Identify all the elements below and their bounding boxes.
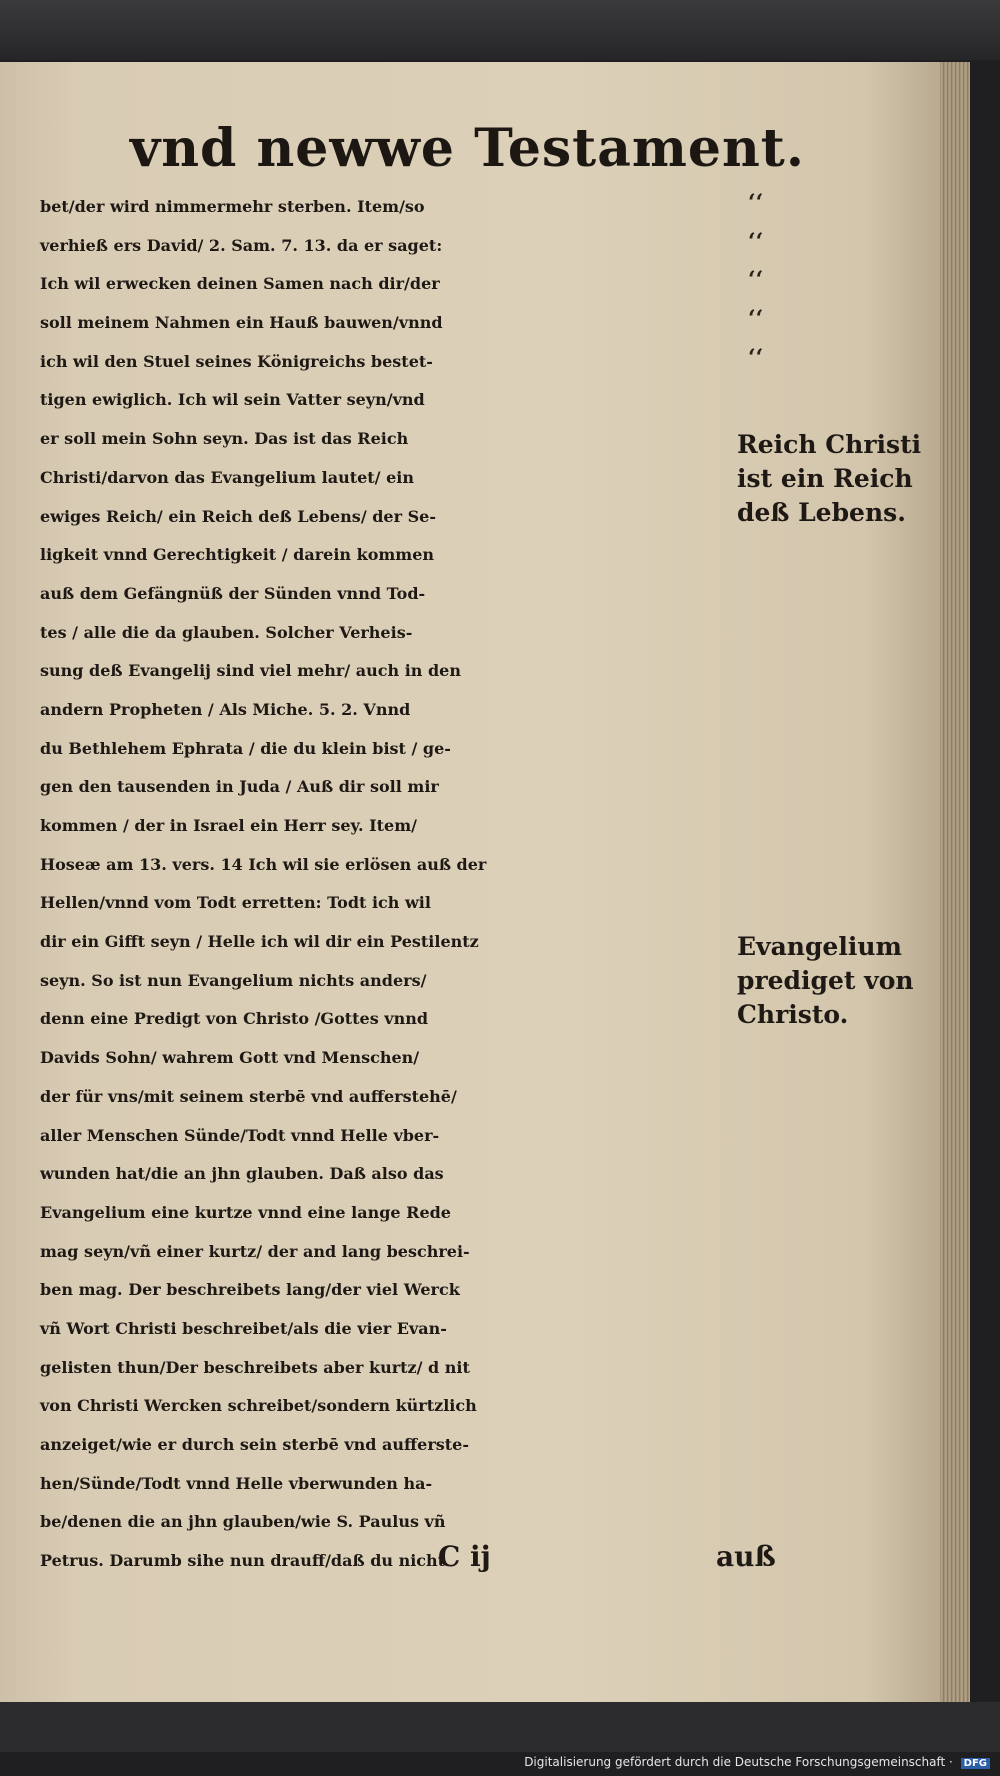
- text-line: bet/der wird nimmermehr sterben. Item/so: [40, 197, 425, 216]
- text-line: andern Propheten / Als Miche. 5. 2. Vnnd: [40, 699, 411, 719]
- catchword: auß: [716, 1540, 776, 1573]
- text-line: wunden hat/die an jhn glauben. Daß also das: [40, 1164, 444, 1184]
- text-line: ich wil den Stuel seines Königreichs bestet-: [40, 351, 433, 371]
- footer-credit-text: Digitalisierung gefördert durch die Deutsche Forschungsgemeinschaft ·: [524, 1755, 953, 1769]
- text-line: gen den tausenden in Juda / Auß dir soll mir: [40, 777, 439, 797]
- text-line: verhieß ers David/ 2. Sam. 7. 13. da er saget:: [40, 235, 443, 255]
- marginal-note-reich: Reich Christi ist ein Reich deß Lebens.: [737, 430, 922, 527]
- quote-mark: ‘‘: [748, 267, 764, 294]
- quote-mark: ‘‘: [748, 228, 764, 255]
- text-line: der für vns/mit seinem sterbē vnd aufferstehē/: [40, 1086, 457, 1106]
- scanner-top-band: [0, 0, 1000, 60]
- page-edge-stack: [940, 62, 970, 1702]
- text-line: seyn. So ist nun Evangelium nichts anders/: [40, 970, 427, 990]
- marginal-note-evangelium: Evangelium prediget von Christo.: [737, 932, 914, 1029]
- text-line: dir ein Gifft seyn / Helle ich wil dir ein Pestilentz: [40, 932, 479, 952]
- quote-mark: ‘‘: [748, 306, 764, 333]
- text-line: sung deß Evangelij sind viel mehr/ auch in den: [40, 661, 461, 681]
- text-line: Petrus. Darumb sihe nun drauff/daß du nicht: [40, 1551, 446, 1571]
- text-line: vñ Wort Christi beschreibet/als die vier Evan-: [40, 1318, 447, 1338]
- text-line: anzeiget/wie er durch sein sterbē vnd aufferste-: [40, 1435, 469, 1454]
- text-line: gelisten thun/Der beschreibets aber kurtz/ d nit: [40, 1357, 470, 1377]
- text-line: soll meinem Nahmen ein Hauß bauwen/vnnd: [40, 313, 443, 333]
- text-line: auß dem Gefängnüß der Sünden vnnd Tod-: [40, 583, 426, 603]
- text-line: Evangelium eine kurtze vnnd eine lange Rede: [40, 1202, 451, 1222]
- text-line: hen/Sünde/Todt vnnd Helle vberwunden ha-: [40, 1473, 433, 1493]
- text-line: aller Menschen Sünde/Todt vnnd Helle vber-: [40, 1125, 440, 1145]
- text-line: er soll mein Sohn seyn. Das ist das Reich: [40, 429, 409, 449]
- text-line: Christi/darvon das Evangelium lautet/ ein: [40, 467, 414, 487]
- text-line: Davids Sohn/ wahrem Gott vnd Menschen/: [40, 1048, 420, 1068]
- quote-mark: ‘‘: [748, 344, 764, 371]
- text-line: Ich wil erwecken deinen Samen nach dir/der: [40, 274, 440, 294]
- text-line: be/denen die an jhn glauben/wie S. Paulus vñ: [40, 1512, 446, 1532]
- page-running-head: vnd newwe Testament.: [130, 118, 805, 179]
- text-line: tigen ewiglich. Ich wil sein Vatter seyn/vnd: [40, 390, 425, 410]
- scanner-bottom-band: [0, 1702, 1000, 1752]
- text-line: Hoseæ am 13. vers. 14 Ich wil sie erlösen auß der: [40, 854, 487, 874]
- text-line: von Christi Wercken schreibet/sondern kürtzlich: [40, 1396, 477, 1416]
- signature-mark: C ij: [438, 1540, 491, 1573]
- text-line: du Bethlehem Ephrata / die du klein bist / ge-: [40, 738, 451, 758]
- text-line: kommen / der in Israel ein Herr sey. Item/: [40, 816, 417, 835]
- text-line: ben mag. Der beschreibets lang/der viel Werck: [40, 1280, 460, 1300]
- text-line: ewiges Reich/ ein Reich deß Lebens/ der Se-: [40, 506, 436, 526]
- footer-credit: [524, 1755, 990, 1775]
- signature-row: [40, 1540, 776, 1580]
- text-line: Hellen/vnnd vom Todt erretten: Todt ich wil: [40, 893, 431, 913]
- quote-mark: ‘‘: [748, 190, 764, 216]
- main-text-block: [40, 188, 760, 1581]
- text-line: tes / alle die da glauben. Solcher Verheis-: [40, 622, 413, 642]
- text-line: mag seyn/vñ einer kurtz/ der and lang beschrei-: [40, 1241, 470, 1261]
- dfg-logo: DFG: [961, 1758, 990, 1769]
- text-line: denn eine Predigt von Christo /Gottes vnnd: [40, 1009, 429, 1029]
- text-line: ligkeit vnnd Gerechtigkeit / darein kommen: [40, 545, 435, 565]
